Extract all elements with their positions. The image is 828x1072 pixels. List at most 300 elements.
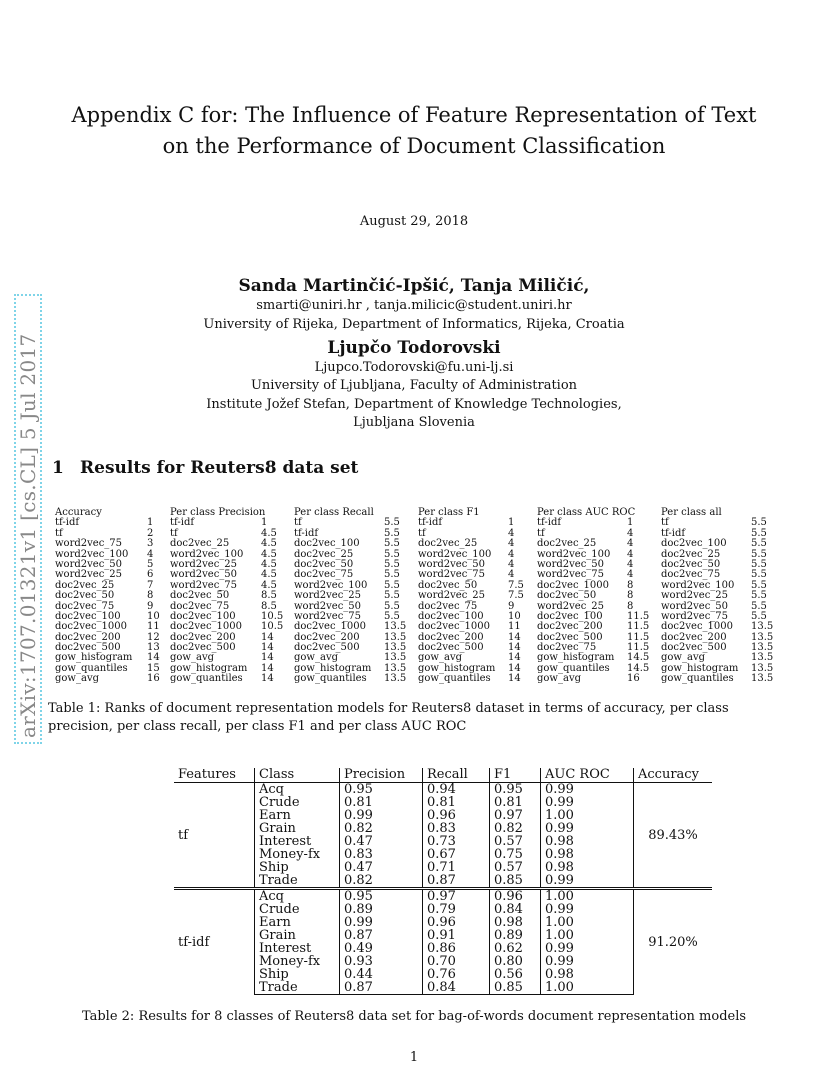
model-name: doc2vec_500 [418,642,484,654]
metric-value: 0.94 [423,783,490,797]
model-name: doc2vec_25 [661,548,721,560]
metric-value: 0.57 [490,835,541,848]
metric-value: 0.73 [423,835,490,848]
ranks-column-header: Accuracy [55,507,102,518]
model-name: gow_histogram [661,662,739,674]
model-name: doc2vec_500 [294,642,360,654]
model-rank: 4.5 [261,538,277,550]
metric-value: 0.96 [423,809,490,822]
model-rank: 14 [261,652,274,664]
model-rank: 4.5 [261,558,277,570]
model-rank: 10.5 [261,621,284,633]
model-rank: 4 [627,548,634,560]
metric-value: 0.98 [541,968,634,981]
model-rank: 14.5 [627,652,650,664]
model-rank: 12 [147,631,160,643]
model-rank: 4 [508,569,515,581]
model-rank: 14 [261,642,274,654]
ranks-column-header: Per class all [661,507,722,518]
model-name: doc2vec_1000 [537,579,610,591]
metric-value: 0.83 [340,848,423,861]
ranks-row [170,673,274,685]
ranks-row [418,517,515,529]
model-name: word2vec_75 [294,610,362,622]
model-rank: 13.5 [384,652,407,664]
ranks-row [537,539,635,549]
model-name: tf-idf [661,527,686,539]
results-table [174,768,712,995]
metric-value: 0.87 [340,929,423,942]
model-rank: 11.5 [627,631,650,643]
model-rank: 14 [261,631,274,643]
model-rank: 13.5 [384,631,407,643]
model-name: doc2vec_200 [294,631,360,643]
model-rank: 4 [508,558,515,570]
model-rank: 13.5 [384,642,407,654]
model-rank: 8.5 [261,590,277,602]
model-rank: 11.5 [627,610,650,622]
metric-value: 0.82 [340,822,423,835]
model-name: doc2vec_25 [55,579,115,591]
metric-value: 0.95 [490,783,541,797]
model-rank: 5.5 [384,600,400,612]
class-name: Earn [255,916,340,929]
model-name: tf-idf [294,527,319,539]
model-name: tf [537,527,545,539]
model-rank: 14 [508,642,521,654]
model-name: tf [418,527,426,539]
model-rank: 7 [147,579,154,591]
model-name: doc2vec_500 [537,631,603,643]
model-rank: 1 [261,517,268,529]
metric-value: 0.99 [541,955,634,968]
model-rank: 4 [147,548,154,560]
model-rank: 13 [147,642,160,654]
model-name: gow_quantiles [418,673,491,685]
model-rank: 15 [147,662,160,674]
model-rank: 11 [147,621,160,633]
author-affiliation-3: Institute Jožef Stefan, Department of Knowledge Technologies, [206,397,622,412]
model-name: doc2vec_200 [661,631,727,643]
model-rank: 13.5 [751,662,774,674]
ranks-row [55,517,154,529]
author-group-2: Ljupčo Todorovski [327,338,501,358]
metric-value: 0.56 [490,968,541,981]
author-affiliation-1: University of Rijeka, Department of Informatics, Rijeka, Croatia [203,317,625,332]
model-rank: 5.5 [751,610,767,622]
model-name: doc2vec_100 [537,610,603,622]
metric-value: 0.91 [423,929,490,942]
table1-caption: Table 1: Ranks of document representation models for Reuters8 dataset in terms of accuracy, per class precision, per class recall, per class F1 and per class AUC ROC [48,701,729,734]
ranks-row [294,673,407,685]
ranks-column [294,507,407,685]
model-rank: 5.5 [384,558,400,570]
model-rank: 5.5 [384,579,400,591]
class-name: Grain [255,929,340,942]
model-name: doc2vec_1000 [294,621,367,633]
model-rank: 8 [627,590,634,602]
model-name: doc2vec_100 [661,538,727,550]
ranks-row [170,538,277,550]
ranks-row [170,590,277,602]
model-name: gow_histogram [537,652,615,664]
author-affiliation-2: University of Ljubljana, Faculty of Administration [250,378,578,393]
model-name: doc2vec_25 [418,538,478,550]
metric-value: 0.96 [423,916,490,929]
model-rank: 14 [147,652,160,664]
model-name: word2vec_75 [661,610,729,622]
ranks-row [55,590,154,602]
class-name: Money-fx [255,955,340,968]
results-row [174,981,712,995]
class-name: Trade [255,981,340,995]
ranks-row [55,538,154,550]
model-rank: 5.5 [751,527,767,539]
model-rank: 4 [508,538,515,550]
model-rank: 13.5 [384,621,407,633]
model-rank: 14 [508,662,521,674]
metric-value: 0.99 [541,903,634,916]
model-name: word2vec_75 [537,569,605,581]
class-name: Grain [255,822,340,835]
model-rank: 10.5 [261,610,284,622]
model-rank: 4 [627,558,634,570]
model-rank: 5.5 [751,569,767,581]
title-line-2: on the Performance of Document Classification [162,134,666,158]
model-name: doc2vec_50 [55,590,115,602]
ranks-row [418,538,515,550]
author-email-2: Ljupco.Todorovski@fu.uni-lj.si [314,360,514,375]
model-name: word2vec_50 [537,558,605,570]
model-name: doc2vec_1000 [170,621,243,633]
metric-value: 0.49 [340,942,423,955]
metric-value: 0.44 [340,968,423,981]
model-name: word2vec_25 [418,590,486,602]
model-rank: 14 [261,673,274,685]
model-rank: 4 [627,569,634,581]
model-name: doc2vec_100 [418,610,484,622]
model-name: word2vec_50 [661,600,729,612]
model-name: word2vec_50 [294,600,362,612]
metric-value: 0.95 [340,889,423,904]
feature-label: tf [178,827,189,843]
model-name: word2vec_75 [170,579,238,591]
model-rank: 5.5 [384,590,400,602]
ranks-row [537,591,635,601]
model-rank: 5.5 [751,548,767,560]
ranks-column [170,507,284,685]
accuracy-value: 89.43% [634,783,713,889]
results-header-cell: Precision [340,768,423,783]
metric-value: 0.97 [423,889,490,904]
model-name: doc2vec_500 [170,642,236,654]
metric-value: 0.98 [490,916,541,929]
metric-value: 0.98 [541,861,634,874]
class-name: Crude [255,903,340,916]
class-name: Interest [255,942,340,955]
model-rank: 4.5 [261,569,277,581]
model-name: word2vec_25 [55,569,123,581]
metric-value: 0.86 [423,942,490,955]
metric-value: 0.99 [541,822,634,835]
metric-value: 0.99 [340,809,423,822]
class-name: Trade [255,874,340,889]
metric-value: 0.70 [423,955,490,968]
metric-value: 0.87 [340,981,423,995]
model-rank: 14 [508,673,521,685]
title-line-1: Appendix C for: The Influence of Feature Representation of Text [71,103,757,127]
results-table-grid [174,768,712,995]
class-name: Acq [255,783,340,797]
model-name: doc2vec_1000 [55,621,128,633]
results-row [174,783,712,797]
page-number: 1 [409,1050,419,1065]
section-heading [52,458,358,478]
ranks-row [418,673,521,685]
model-name: doc2vec_500 [661,642,727,654]
metric-value: 1.00 [541,916,634,929]
model-name: tf-idf [55,517,80,529]
model-name: doc2vec_50 [170,590,230,602]
metric-value: 0.83 [423,822,490,835]
model-rank: 5.5 [384,517,400,529]
class-name: Money-fx [255,848,340,861]
results-header-cell: Features [174,768,255,783]
model-rank: 16 [627,673,640,685]
model-rank: 5.5 [384,610,400,622]
class-name: Crude [255,796,340,809]
model-name: doc2vec_200 [418,631,484,643]
model-name: tf-idf [418,517,443,529]
model-rank: 4 [508,527,515,539]
model-name: doc2vec_75 [418,600,478,612]
model-name: word2vec_50 [418,558,486,570]
model-name: doc2vec_100 [55,610,121,622]
model-rank: 8 [627,579,634,591]
model-name: doc2vec_75 [661,569,721,581]
model-name: tf [170,527,178,539]
model-name: gow_avg [661,652,705,664]
metric-value: 0.81 [490,796,541,809]
model-rank: 5.5 [751,558,767,570]
metric-value: 0.89 [340,903,423,916]
model-rank: 14.5 [627,662,650,674]
model-rank: 4.5 [261,527,277,539]
model-name: gow_quantiles [294,673,367,685]
model-name: word2vec_75 [418,569,486,581]
metric-value: 0.93 [340,955,423,968]
model-rank: 1 [627,517,634,529]
author-affiliation-4: Ljubljana Slovenia [353,415,475,430]
ranks-column [661,507,774,685]
model-rank: 5.5 [384,569,400,581]
model-rank: 14 [508,631,521,643]
ranks-column-header: Per class F1 [418,507,480,518]
model-name: gow_quantiles [537,662,610,674]
model-name: doc2vec_50 [537,590,597,602]
metric-value: 0.82 [490,822,541,835]
model-rank: 4.5 [261,579,277,591]
metric-value: 0.80 [490,955,541,968]
model-rank: 1 [147,517,154,529]
ranks-column [55,507,160,685]
metric-value: 0.57 [490,861,541,874]
metric-value: 0.81 [340,796,423,809]
model-rank: 5.5 [751,600,767,612]
model-name: word2vec_25 [170,558,238,570]
model-name: gow_histogram [55,652,133,664]
metric-value: 0.76 [423,968,490,981]
model-name: word2vec_25 [661,590,729,602]
model-rank: 5.5 [384,548,400,560]
model-name: gow_avg [55,673,99,685]
ranks-column-header: Per class AUC ROC [537,507,636,518]
metric-value: 1.00 [541,981,634,995]
ranks-column [418,507,524,685]
metric-value: 0.81 [423,796,490,809]
author-emails-1: smarti@uniri.hr , tanja.milicic@student.uniri.hr [256,298,572,313]
metric-value: 0.47 [340,835,423,848]
model-rank: 7.5 [508,579,524,591]
table2-caption: Table 2: Results for 8 classes of Reuters8 data set for bag-of-words document representation models [81,1009,747,1024]
model-name: tf [294,517,302,529]
model-rank: 4 [627,538,634,550]
model-rank: 13.5 [751,621,774,633]
metric-value: 0.82 [340,874,423,889]
metric-value: 0.98 [541,848,634,861]
model-rank: 4.5 [261,548,277,560]
ranks-row [661,590,767,602]
results-header-cell: Accuracy [634,768,713,783]
model-name: doc2vec_50 [418,579,478,591]
model-rank: 5.5 [751,538,767,550]
class-name: Acq [255,889,340,904]
model-name: gow_histogram [294,662,372,674]
model-rank: 11.5 [627,642,650,654]
model-name: tf [55,527,63,539]
class-name: Ship [255,861,340,874]
ranks-row [55,673,160,685]
model-rank: 6 [147,569,154,581]
feature-label: tf-idf [174,889,255,995]
model-name: doc2vec_50 [661,558,721,570]
model-rank: 7.5 [508,590,524,602]
model-name: doc2vec_25 [537,538,597,550]
model-rank: 16 [147,673,160,685]
model-name: gow_histogram [418,662,496,674]
model-name: tf-idf [170,517,195,529]
model-rank: 14 [508,652,521,664]
metric-value: 0.79 [423,903,490,916]
metric-value: 0.89 [490,929,541,942]
model-name: doc2vec_200 [170,631,236,643]
ranks-row [418,590,524,602]
class-name: Earn [255,809,340,822]
model-rank: 11.5 [627,621,650,633]
model-name: doc2vec_75 [170,600,230,612]
paper-date: August 29, 2018 [359,214,469,229]
model-rank: 11 [508,621,521,633]
accuracy-value: 91.20% [634,889,713,995]
model-rank: 10 [147,610,160,622]
metric-value: 0.99 [340,916,423,929]
model-name: tf [661,517,669,529]
metric-value: 0.62 [490,942,541,955]
ranks-column-header: Per class Recall [294,507,374,518]
model-name: gow_quantiles [661,673,734,685]
model-name: doc2vec_200 [55,631,121,643]
results-header-row [174,768,712,783]
model-rank: 13.5 [751,673,774,685]
model-name: doc2vec_500 [55,642,121,654]
results-header-cell: AUC ROC [541,768,634,783]
arxiv-identifier: arXiv:1707.01321v1 [cs.CL] 5 Jul 2017 [14,294,42,744]
model-rank: 2 [147,527,154,539]
model-name: gow_avg [537,673,581,685]
metric-value: 0.71 [423,861,490,874]
model-rank: 8 [627,600,634,612]
model-name: doc2vec_75 [537,642,597,654]
results-header-cell: F1 [490,768,541,783]
model-name: word2vec_100 [537,548,611,560]
model-rank: 5.5 [384,527,400,539]
model-rank: 5.5 [751,517,767,529]
model-name: doc2vec_75 [294,569,354,581]
paper-title [0,100,828,162]
model-name: word2vec_100 [294,579,368,591]
model-name: gow_avg [418,652,462,664]
model-rank: 13.5 [751,642,774,654]
model-name: gow_avg [294,652,338,664]
metric-value: 0.75 [490,848,541,861]
model-name: doc2vec_1000 [661,621,734,633]
metric-value: 0.95 [340,783,423,797]
model-rank: 10 [508,610,521,622]
model-name: word2vec_25 [537,600,605,612]
section-number: 1 [52,458,64,478]
model-name: doc2vec_1000 [418,621,491,633]
ranks-row [661,538,767,550]
model-rank: 8 [147,590,154,602]
model-name: word2vec_25 [294,590,362,602]
model-rank: 13.5 [384,673,407,685]
metric-value: 0.99 [541,796,634,809]
ranks-column-header: Per class Precision [170,507,266,518]
model-name: gow_histogram [170,662,248,674]
results-header-cell: Recall [423,768,490,783]
metric-value: 0.47 [340,861,423,874]
model-name: gow_avg [170,652,214,664]
model-name: doc2vec_25 [294,548,354,560]
metric-value: 0.84 [490,903,541,916]
class-name: Ship [255,968,340,981]
model-rank: 14 [261,662,274,674]
model-name: gow_quantiles [170,673,243,685]
model-name: gow_quantiles [55,662,128,674]
metric-value: 0.87 [423,874,490,889]
ranks-row [170,517,268,529]
model-rank: 5 [147,558,154,570]
metric-value: 0.85 [490,874,541,889]
ranks-row [294,590,400,602]
metric-value: 0.98 [541,835,634,848]
model-rank: 8.5 [261,600,277,612]
model-name: doc2vec_100 [294,538,360,550]
model-name: word2vec_100 [55,548,129,560]
metric-value: 0.99 [541,874,634,889]
metric-value: 0.97 [490,809,541,822]
model-rank: 4 [627,527,634,539]
